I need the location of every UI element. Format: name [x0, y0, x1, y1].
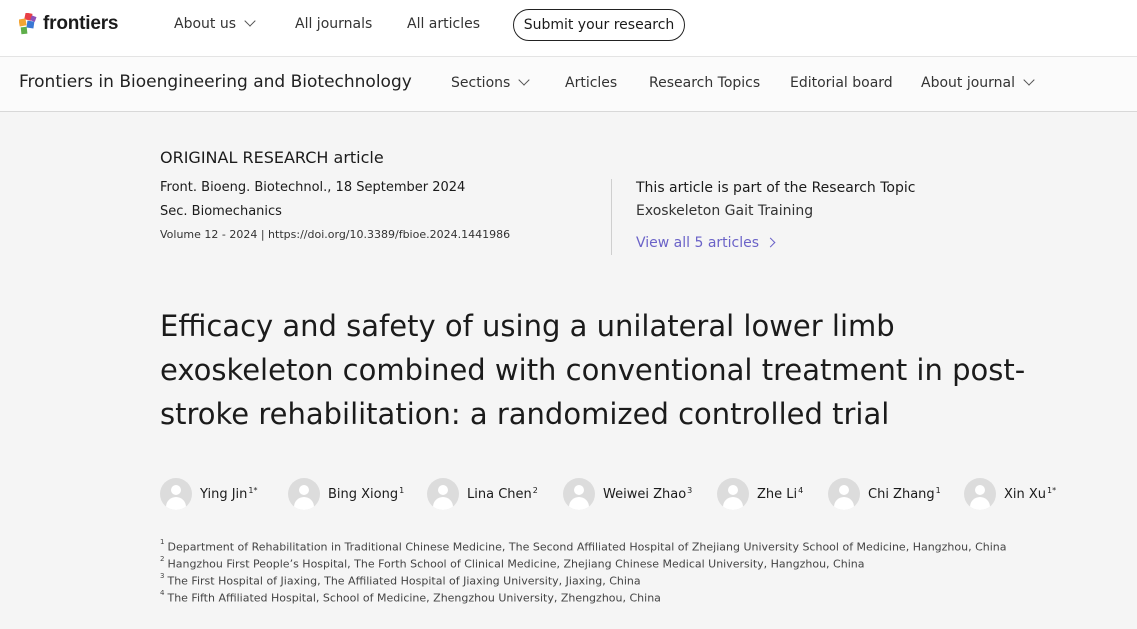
journal-title[interactable]: Frontiers in Bioengineering and Biotechnology: [19, 72, 412, 92]
avatar-icon: [427, 478, 459, 510]
avatar-icon: [828, 478, 860, 510]
affiliation-item: $^4$ The Fifth Affiliated Hospital, School of Medicine, Zhengzhou University, Zhengzhou, China: [160, 589, 661, 605]
journal-nav-editorial-board[interactable]: Editorial board: [790, 75, 893, 91]
journal-nav-sections[interactable]: [451, 75, 528, 91]
divider: [611, 179, 612, 255]
avatar-icon: [964, 478, 996, 510]
chevron-down-icon: [1023, 74, 1034, 85]
article-type: ORIGINAL RESEARCH article: [160, 148, 384, 167]
journal-nav-about-journal[interactable]: [921, 75, 1033, 91]
author-name: Chi Zhang$^1$: [868, 485, 941, 502]
article-section[interactable]: Sec. Biomechanics: [160, 204, 282, 219]
affiliation-item: $^2$ Hangzhou First People’s Hospital, The Forth School of Clinical Medicine, Zhejiang Chinese Medical University, Hangzhou, China: [160, 555, 865, 571]
author-item[interactable]: [427, 478, 538, 510]
nav-all-articles[interactable]: All articles: [407, 16, 481, 32]
article-title: Efficacy and safety of using a unilateral lower limb exoskeleton combined with conventional treatment in post-stroke rehabilitation: a randomized controlled trial: [160, 309, 1026, 431]
frontiers-logo[interactable]: [19, 12, 118, 36]
author-list: [160, 478, 1120, 510]
author-name: Lina Chen$^2$: [467, 485, 538, 502]
journal-header: [0, 57, 1137, 112]
journal-nav-about-journal-label: About journal: [921, 75, 1016, 91]
logo-text: frontiers: [43, 13, 119, 34]
affiliation-item: $^3$ The First Hospital of Jiaxing, The Affiliated Hospital of Jiaxing University, Jiaxing, China: [160, 572, 641, 588]
avatar-icon: [563, 478, 595, 510]
author-item[interactable]: [288, 478, 404, 510]
avatar-icon: [160, 478, 192, 510]
chevron-down-icon: [244, 15, 255, 26]
author-name: Ying Jin$^{1*}$: [200, 485, 258, 502]
author-item[interactable]: [563, 478, 692, 510]
author-item[interactable]: [964, 478, 1056, 510]
nav-all-journals[interactable]: All journals: [295, 16, 373, 32]
affiliation-item: $^1$ Department of Rehabilitation in Traditional Chinese Medicine, The Second Affiliated Hospital of Zhejiang University School of Medicine, Hangzhou, China: [160, 538, 1007, 554]
chevron-right-icon: [766, 238, 776, 248]
journal-nav-articles[interactable]: Articles: [565, 75, 618, 91]
avatar-icon: [717, 478, 749, 510]
submit-research-button[interactable]: Submit your research: [513, 9, 685, 41]
journal-nav-research-topics[interactable]: Research Topics: [649, 75, 761, 91]
research-topic-label: This article is part of the Research Topic: [636, 180, 916, 196]
research-topic-name[interactable]: Exoskeleton Gait Training: [636, 203, 814, 219]
author-name: Zhe Li$^4$: [757, 485, 804, 502]
author-item[interactable]: [828, 478, 941, 510]
nav-about-us-label: About us: [174, 16, 237, 32]
view-all-articles-link[interactable]: [636, 235, 774, 251]
article-citation: Front. Bioeng. Biotechnol., 18 September 2024: [160, 180, 466, 195]
avatar-icon: [288, 478, 320, 510]
author-item[interactable]: [160, 478, 258, 510]
view-all-articles-label: View all 5 articles: [636, 235, 760, 251]
author-name: Bing Xiong$^1$: [328, 485, 405, 502]
chevron-down-icon: [519, 74, 530, 85]
author-name: Weiwei Zhao$^3$: [603, 485, 693, 502]
author-name: Xin $Xu^{1*}$: [1004, 485, 1057, 502]
nav-about-us[interactable]: [174, 16, 254, 32]
journal-nav-sections-label: Sections: [451, 75, 511, 91]
article-volume-doi[interactable]: Volume 12 - 2024 | https://doi.org/10.3389/fbioe.2024.1441986: [160, 228, 511, 241]
frontiers-logo-icon: [19, 13, 39, 35]
author-item[interactable]: [717, 478, 803, 510]
site-header: [0, 0, 1137, 57]
